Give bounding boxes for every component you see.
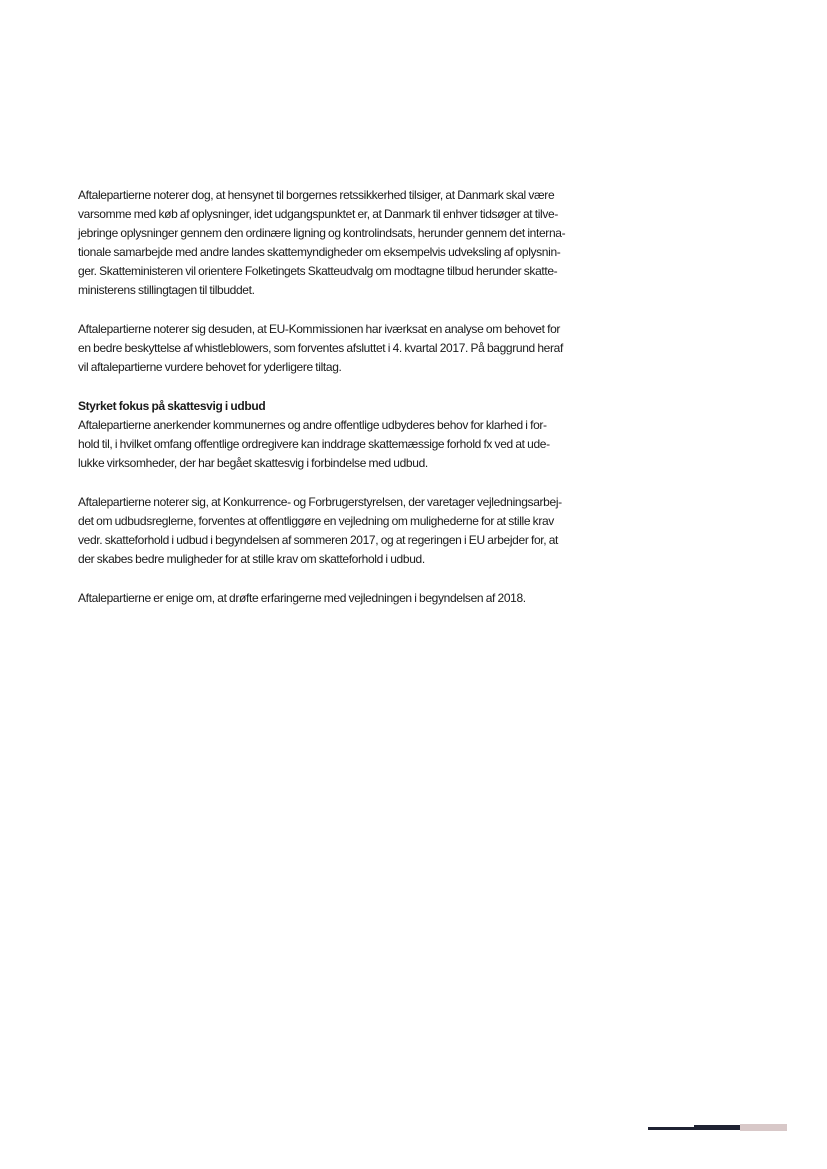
paragraph-agreement — [78, 589, 618, 608]
text-line: jebringe oplysninger gennem den ordinære ligning og kontrolindsats, herunder gennem det interna- — [78, 226, 566, 240]
text-line: en bedre beskyttelse af whistleblowers, som forventes afsluttet i 4. kvartal 2017. På baggrund heraf — [78, 341, 563, 355]
text-line: Aftalepartierne noterer sig desuden, at EU-Kommissionen har iværksat en analyse om behovet for — [78, 322, 561, 336]
text-line: vil aftalepartierne vurdere behovet for yderligere tiltag. — [78, 360, 342, 374]
text-line: hold til, i hvilket omfang offentlige ordregivere kan inddrage skattemæssige forhold fx ved at ude- — [78, 437, 550, 451]
footer-bar-segment-dark — [694, 1125, 740, 1130]
footer-decoration-bar — [648, 1124, 787, 1130]
paragraph-eu-commission — [78, 320, 618, 377]
text-line: Aftalepartierne noterer sig, at Konkurrence- og Forbrugerstyrelsen, der varetager vejledningsarbej- — [78, 495, 562, 509]
footer-bar-segment-light — [740, 1124, 787, 1131]
text-line: tionale samarbejde med andre landes skattemyndigheder om eksempelvis udveksling af oplysnin- — [78, 245, 561, 259]
text-line: ministerens stillingtagen til tilbuddet. — [78, 283, 255, 297]
paragraph-whistleblower-purchase — [78, 186, 618, 300]
text-line: Aftalepartierne er enige om, at drøfte erfaringerne med vejledningen i begyndelsen af 2018. — [78, 591, 526, 605]
paragraph-competition-authority — [78, 493, 618, 569]
text-line: lukke virksomheder, der har begået skattesvig i forbindelse med udbud. — [78, 456, 428, 470]
section-heading: Styrket fokus på skattesvig i udbud — [78, 399, 266, 413]
paragraph-tender-fraud — [78, 397, 618, 473]
document-body — [78, 186, 618, 628]
footer-bar-segment-dark-thin — [648, 1127, 696, 1130]
text-line: Aftalepartierne noterer dog, at hensynet til borgernes retssikkerhed tilsiger, at Danmark skal være — [78, 188, 555, 202]
text-line: Aftalepartierne anerkender kommunernes og andre offentlige udbyderes behov for klarhed i for- — [78, 418, 547, 432]
text-line: varsomme med køb af oplysninger, idet udgangspunktet er, at Danmark til enhver tidsøger at tilve- — [78, 207, 558, 221]
text-line: det om udbudsreglerne, forventes at offentliggøre en vejledning om mulighederne for at stille krav — [78, 514, 554, 528]
text-line: ger. Skatteministeren vil orientere Folketingets Skatteudvalg om modtagne tilbud herunder skatte- — [78, 264, 558, 278]
text-line: der skabes bedre muligheder for at stille krav om skatteforhold i udbud. — [78, 552, 425, 566]
text-line: vedr. skatteforhold i udbud i begyndelsen af sommeren 2017, og at regeringen i EU arbejder for, at — [78, 533, 559, 547]
